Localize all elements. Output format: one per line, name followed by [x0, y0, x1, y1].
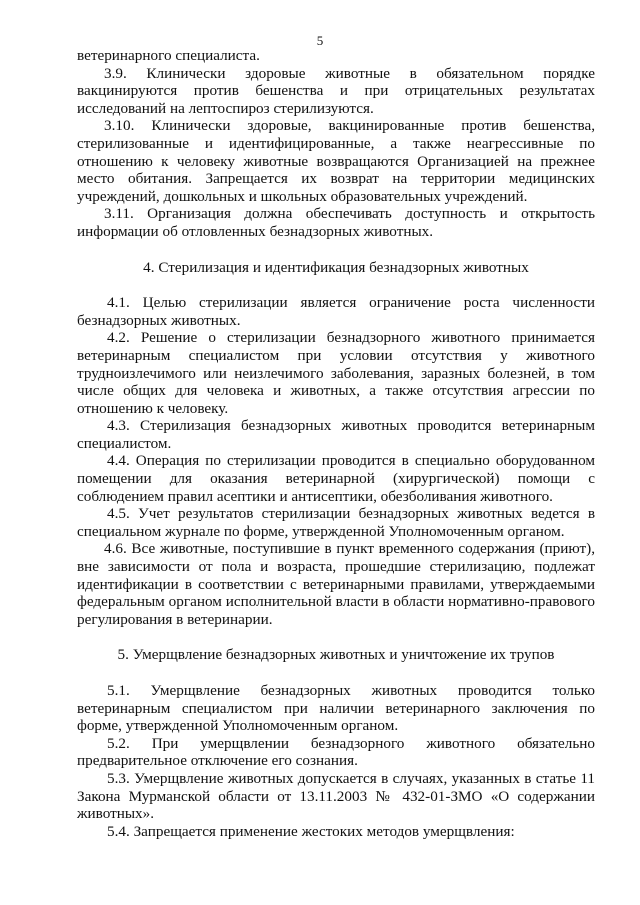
- section-heading-5: 5. Умерщвление безнадзорных животных и уничтожение их трупов: [117, 646, 555, 664]
- paragraph-4-5: 4.5. Учет результатов стерилизации безнадзорных животных ведется в специальном журнале по форме, утвержденной Уполномоченным органом.: [77, 505, 595, 540]
- paragraph-4-3: 4.3. Стерилизация безнадзорных животных проводится ветеринарным специалистом.: [77, 417, 595, 452]
- paragraph-4-2: 4.2. Решение о стерилизации безнадзорного животного принимается ветеринарным специалистом при условии отсутствия у животного трудноизлечимого или неизлечимого заболевания, заразных болезней, в том числе общих для человека и животных, а также отсутствия агрессии по отношению к человеку.: [77, 329, 595, 417]
- paragraph-continuation: ветеринарного специалиста.: [77, 47, 260, 64]
- page-number: 5: [316, 33, 324, 48]
- paragraph-5-4: 5.4. Запрещается применение жестоких методов умерщвления:: [107, 822, 515, 840]
- section-heading-4: 4. Стерилизация и идентификация безнадзорных животных: [143, 258, 529, 276]
- paragraph-4-6: 4.6. Все животные, поступившие в пункт временного содержания (приют), вне зависимости от пола и возраста, прошедшие стерилизацию, подлежат идентификации в соответствии с ветеринарными правилами, утверждаемыми федеральным органом исполнительной власти в области нормативно-правового регулирования в ветеринарии.: [77, 540, 595, 628]
- paragraph-4-4: 4.4. Операция по стерилизации проводится в специально оборудованном помещении для оказания ветеринарной (хирургической) помощи с соблюдением правил асептики и антисептики, обезболивания животного.: [77, 452, 595, 505]
- paragraph-3-9: 3.9. Клинически здоровые животные в обязательном порядке вакцинируются против бешенства и при отрицательных результатах исследований на лептоспироз стерилизуются.: [77, 64, 595, 117]
- paragraph-3-10: 3.10. Клинически здоровые, вакцинированные против бешенства, стерилизованные и идентифицированные, а также неагрессивные по отношению к человеку животные возвращаются Организацией на прежнее место обитания. Запрещается их возврат на территории медицинских учреждений, дошкольных и школьных образовательных учреждений.: [77, 117, 595, 205]
- paragraph-5-2: 5.2. При умерщвлении безнадзорного животного обязательно предварительное отключение его сознания.: [77, 734, 595, 770]
- paragraph-5-3: 5.3. Умерщвление животных допускается в случаях, указанных в статье 11 Закона Мурманской области от 13.11.2003 № 432-01-ЗМО «О содержании животных».: [77, 769, 595, 823]
- paragraph-4-1: 4.1. Целью стерилизации является ограничение роста численности безнадзорных животных.: [77, 294, 595, 329]
- paragraph-3-11: 3.11. Организация должна обеспечивать доступность и открытость информации об отловленных безнадзорных животных.: [77, 205, 595, 240]
- document-body: [77, 47, 595, 840]
- paragraph-5-1: 5.1. Умерщвление безнадзорных животных проводится только ветеринарным специалистом при наличии ветеринарного заключения по форме, утвержденной Уполномоченным органом.: [77, 682, 595, 735]
